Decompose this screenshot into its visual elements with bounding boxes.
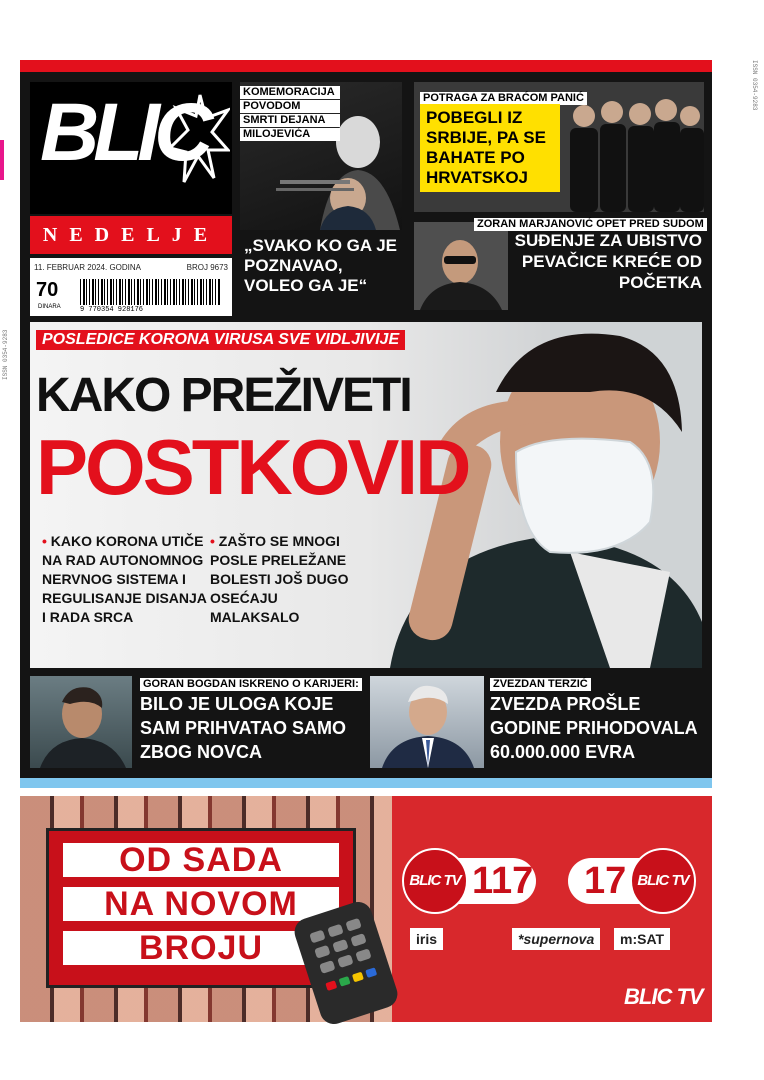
main-bullet-2-text: ZAŠTO SE MNOGI POSLE PRELEŽANE BOLESTI JOŠ DUGO OSEĆAJU MALAKSALO	[210, 533, 349, 625]
memorial-kicker-line: POVODOM	[240, 100, 340, 113]
edition-label: NEDELJE	[30, 216, 232, 254]
bogdan-headline[interactable]: BILO JE ULOGA KOJE SAM PRIHVATAO SAMO ZBOG NOVCA	[140, 694, 346, 762]
panic-kicker-text: POTRAGA ZA BRAĆOM PANIĆ	[420, 92, 587, 105]
main-headline-line1[interactable]: KAKO PREŽIVETI	[36, 369, 411, 422]
ad-line-3: BROJU	[63, 931, 339, 965]
marjanovic-portrait-image	[414, 222, 508, 310]
terzic-kicker	[490, 674, 591, 692]
main-kicker: POSLEDICE KORONA VIRUSA SVE VIDLJIVIJE	[36, 330, 405, 350]
price: 70	[36, 279, 59, 301]
bullet-dot-icon: •	[42, 533, 51, 549]
channel-117-number: 117	[472, 860, 534, 902]
logo-wordmark: BLIC	[40, 87, 208, 178]
memorial-kicker-line: KOMEMORACIJA	[240, 86, 340, 99]
provider-supernova: *supernova	[512, 928, 600, 950]
memorial-headline[interactable]: „SVAKO KO GA JE POZNAVAO, VOLEO GA JE“	[244, 236, 398, 295]
issue-number: BROJ 9673	[186, 262, 228, 272]
marjanovic-photo[interactable]	[414, 222, 508, 310]
issue-date: 11. FEBRUAR 2024. GODINA	[34, 262, 141, 272]
provider-msat: m:SAT	[614, 928, 670, 950]
blic-tv-logo-icon: BLIC TV	[630, 848, 696, 914]
date-row	[30, 258, 232, 276]
main-headline-line2[interactable]: POSTKOVID	[36, 423, 469, 511]
blic-logo[interactable]	[30, 82, 232, 214]
side-print-text: ISSN 0354-9283	[2, 329, 9, 380]
marjanovic-headline[interactable]: SUĐENJE ZA UBISTVO PEVAČICE KREĆE OD POČETKA	[514, 231, 702, 292]
terzic-headline[interactable]: ZVEZDA PROŠLE GODINE PRIHODOVALA 60.000.000 EVRA	[490, 694, 698, 762]
main-bullet-1-text: KAKO KORONA UTIČE NA RAD AUTONOMNOG NERVNOG SISTEMA I REGULISANJE DISANJA I RADA SRCA	[42, 533, 207, 625]
marjanovic-kicker-text: ZORAN MARJANOVIĆ OPET PRED SUDOM	[474, 218, 707, 231]
price-box	[30, 276, 232, 316]
terzic-portrait-image	[370, 676, 484, 768]
panic-headline[interactable]: POBEGLI IZ SRBIJE, PA SE BAHATE PO HRVATSKOJ	[420, 104, 560, 192]
bogdan-kicker	[140, 674, 362, 692]
blic-tv-logo-icon: BLIC TV	[402, 848, 468, 914]
ad-brand-logo: BLIC TV	[624, 984, 703, 1009]
terzic-photo[interactable]	[370, 676, 484, 768]
side-print-text-right: ISSN 0354-9283	[751, 60, 758, 111]
memorial-kicker-line: SMRTI DEJANA	[240, 114, 340, 127]
bogdan-kicker-text: GORAN BOGDAN ISKRENO O KARIJERI:	[140, 678, 362, 691]
main-bullet-1	[42, 532, 212, 627]
bogdan-portrait-image	[30, 676, 132, 768]
currency: DINARA	[38, 304, 61, 310]
bottom-blue-bar	[20, 778, 712, 788]
provider-iris: iris	[410, 928, 443, 950]
barcode	[80, 279, 220, 305]
channel-17-number: 17	[584, 860, 627, 902]
ad-line-2: NA NOVOM	[63, 887, 339, 921]
main-bullet-2	[210, 532, 370, 627]
bogdan-photo[interactable]	[30, 676, 132, 768]
memorial-kicker-line: MILOJEVIĆA	[240, 128, 340, 141]
top-red-bar	[20, 60, 712, 72]
barcode-number: 9 770354 928176	[80, 306, 144, 314]
terzic-kicker-text: ZVEZDAN TERZIĆ	[490, 678, 591, 691]
ad-line-1: OD SADA	[63, 843, 339, 877]
bullet-dot-icon: •	[210, 533, 219, 549]
memorial-kicker	[240, 86, 340, 142]
